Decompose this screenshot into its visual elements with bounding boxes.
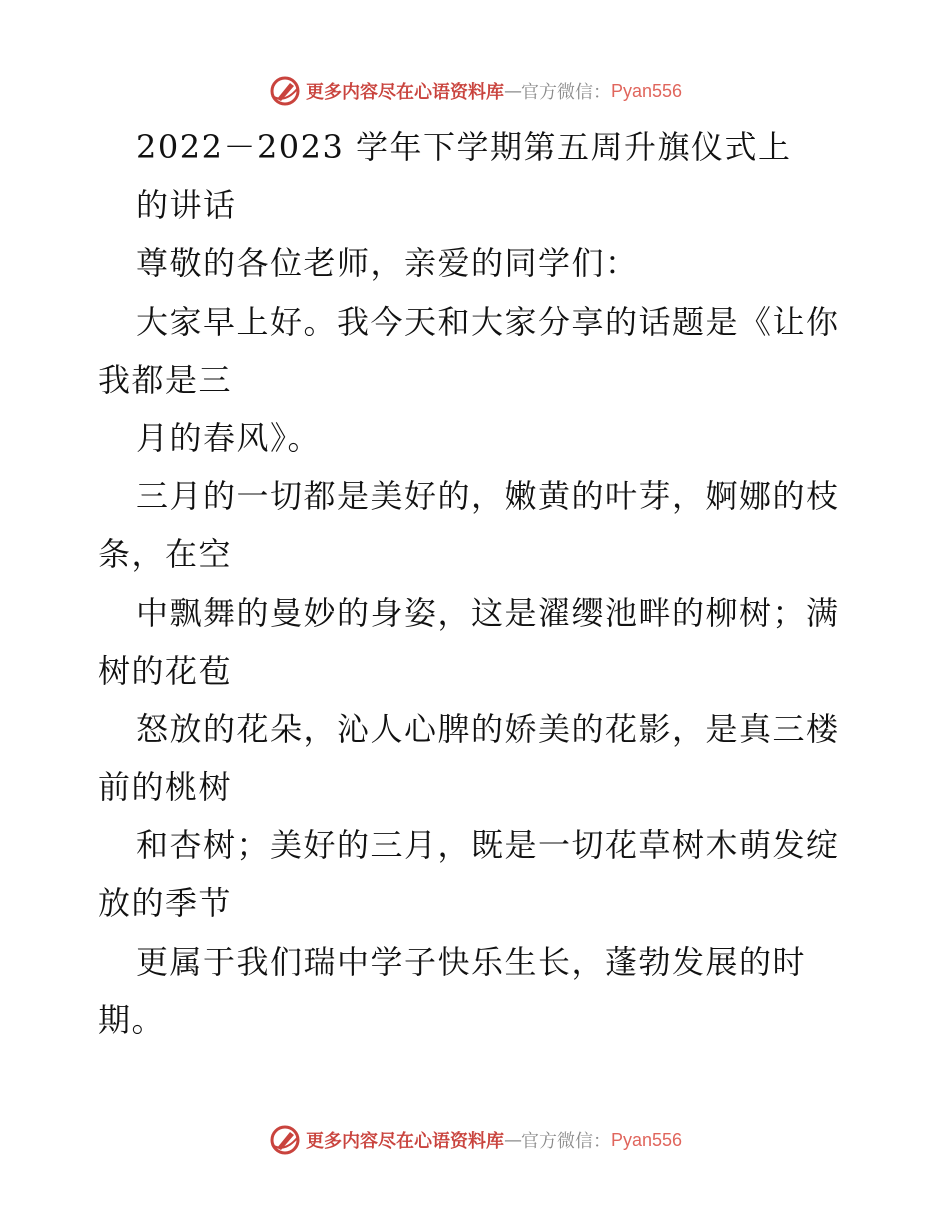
paragraph-line: 大家早上好。我今天和大家分享的话题是《让你 <box>136 302 840 341</box>
watermark-dash: — <box>503 1129 521 1151</box>
paragraph-line: 条，在空 <box>98 535 233 574</box>
paragraph-line: 放的季节 <box>98 884 233 923</box>
watermark-title: 更多内容尽在心语资料库 <box>305 82 504 103</box>
paragraph-line: 中飘舞的曼妙的身姿，这是濯缨池畔的柳树；满 <box>136 593 840 632</box>
paragraph-line: 我都是三 <box>98 360 233 399</box>
logo-icon <box>268 1123 302 1157</box>
watermark-wechat-label: 官方微信： <box>520 82 611 103</box>
salutation: 尊敬的各位老师，亲爱的同学们： <box>136 244 639 283</box>
watermark-dash: — <box>503 80 521 102</box>
paragraph-line: 树的花苞 <box>98 651 233 690</box>
paragraph-line: 前的桃树 <box>98 768 233 807</box>
watermark-title: 更多内容尽在心语资料库 <box>305 1131 504 1152</box>
paragraph-line: 三月的一切都是美好的，嫩黄的叶芽，婀娜的枝 <box>136 477 840 516</box>
watermark-footer <box>0 1120 950 1160</box>
watermark-wechat-id: Pyan556 <box>610 1129 683 1150</box>
watermark-wechat-id: Pyan556 <box>610 80 683 101</box>
document-body <box>98 118 858 1049</box>
logo-icon <box>268 74 302 108</box>
watermark-header <box>0 71 950 111</box>
paragraph-line: 和杏树；美好的三月，既是一切花草树木萌发绽 <box>136 826 840 865</box>
paragraph-line: 月的春风》。 <box>136 418 322 457</box>
document-title-line-1: 2022－2023 学年下学期第五周升旗仪式上 <box>136 128 792 166</box>
document-title-line-2: 的讲话 <box>136 186 237 225</box>
watermark-wechat-label: 官方微信： <box>520 1131 611 1152</box>
paragraph-line: 更属于我们瑞中学子快乐生长，蓬勃发展的时 <box>136 942 807 981</box>
paragraph-line: 怒放的花朵，沁人心脾的娇美的花影，是真三楼 <box>136 709 840 748</box>
paragraph-line: 期。 <box>98 1000 166 1039</box>
